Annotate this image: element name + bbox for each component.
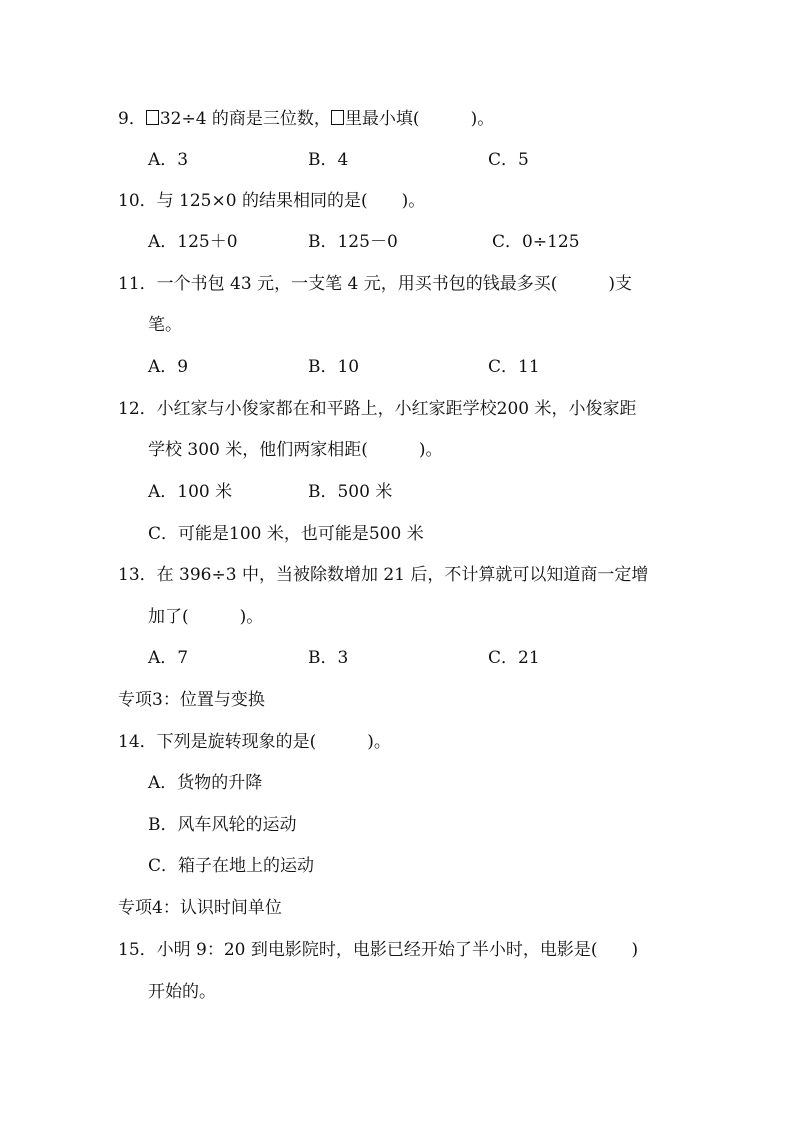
question-14: 14．下列是旋转现象的是( )。 bbox=[118, 732, 391, 752]
q12-option-c[interactable]: C．可能是100 米，也可能是500 米 bbox=[148, 524, 424, 544]
question-13-line2: 加了( )。 bbox=[148, 607, 264, 627]
q9-option-b[interactable]: B．4 bbox=[308, 150, 349, 170]
q9-option-a[interactable]: A．3 bbox=[148, 150, 189, 170]
question-9: 9． 32÷4 的商是三位数， 里最小填( )。 bbox=[118, 109, 495, 129]
q10-option-b[interactable]: B．125－0 bbox=[308, 232, 398, 252]
section-heading-4: 专项4：认识时间单位 bbox=[118, 898, 282, 918]
question-15-line1: 15．小明 9：20 到电影院时，电影已经开始了半小时，电影是( ) bbox=[118, 940, 639, 960]
question-15-line2: 开始的。 bbox=[148, 982, 216, 1002]
question-12-line2: 学校 300 米，他们两家相距( )。 bbox=[148, 440, 443, 460]
q10-option-c[interactable]: C．0÷125 bbox=[492, 232, 580, 252]
q13-option-a[interactable]: A．7 bbox=[148, 648, 189, 668]
question-12-line1: 12．小红家与小俊家都在和平路上，小红家距学校200 米，小俊家距 bbox=[118, 399, 637, 419]
q11-option-b[interactable]: B．10 bbox=[308, 357, 360, 377]
question-10: 10．与 125×0 的结果相同的是( )。 bbox=[118, 191, 426, 211]
q13-option-b[interactable]: B．3 bbox=[308, 648, 349, 668]
q12-option-a[interactable]: A．100 米 bbox=[148, 482, 233, 502]
q9-option-c[interactable]: C．5 bbox=[488, 150, 529, 170]
q11-option-c[interactable]: C．11 bbox=[488, 357, 540, 377]
question-11-line2: 笔。 bbox=[148, 315, 182, 335]
q11-option-a[interactable]: A．9 bbox=[148, 357, 189, 377]
q13-option-c[interactable]: C．21 bbox=[488, 648, 540, 668]
blank-box-icon bbox=[146, 110, 159, 125]
q10-option-a[interactable]: A．125＋0 bbox=[148, 232, 238, 252]
question-13-line1: 13．在 396÷3 中，当被除数增加 21 后，不计算就可以知道商一定增 bbox=[118, 565, 649, 585]
question-11-line1: 11．一个书包 43 元，一支笔 4 元，用买书包的钱最多买( )支 bbox=[118, 274, 632, 294]
q14-option-a[interactable]: A．货物的升降 bbox=[148, 773, 263, 793]
blank-box-icon bbox=[331, 110, 344, 125]
q14-option-c[interactable]: C．箱子在地上的运动 bbox=[148, 856, 315, 876]
section-heading-3: 专项3：位置与变换 bbox=[118, 690, 265, 710]
q12-option-b[interactable]: B．500 米 bbox=[308, 482, 393, 502]
q14-option-b[interactable]: B．风车风轮的运动 bbox=[148, 815, 297, 835]
